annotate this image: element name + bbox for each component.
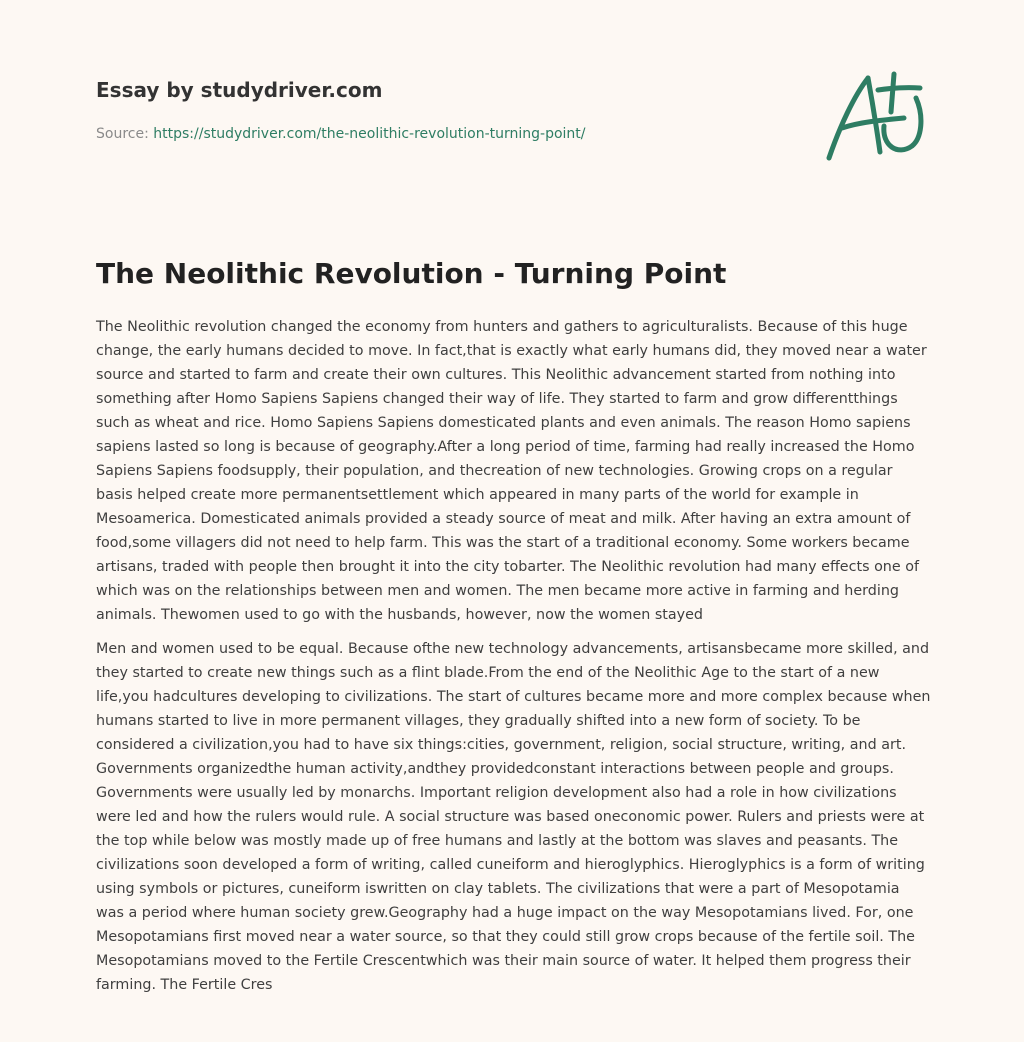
source-link[interactable]: https://studydriver.com/the-neolithic-revolution-turning-point/ <box>153 126 586 142</box>
source-line <box>96 124 796 144</box>
essay-by-heading: Essay by studydriver.com <box>96 78 383 102</box>
essay-body <box>96 315 932 1007</box>
essay-paragraph-1: The Neolithic revolution changed the economy from hunters and gathers to agriculturalists. Because of this huge change, the early humans decided to move. In fact,that is exactly what early humans did, they moved near a water source and started to farm and create their own cultures. This Neolithic advancement started from nothing into something after Homo Sapiens Sapiens changed their way of life. They started to farm and grow differentthings such as wheat and rice. Homo Sapiens Sapiens domesticated plants and even animals. The reason Homo sapiens sapiens lasted so long is because of geography.After a long period of time, farming had really increased the Homo Sapiens Sapiens foodsupply, their population, and thecreation of new technologies. Growing crops on a regular basis helped create more permanentsettlement which appeared in many parts of the world for example in Mesoamerica. Domesticated animals provided a steady source of meat and milk. After having an extra amount of food,some villagers did not need to help farm. This was the start of a traditional economy. Some workers became artisans, traded with people then brought it into the city tobarter. The Neolithic revolution had many effects one of which was on the relationships between men and women. The men became more active in farming and herding animals. Thewomen used to go with the husbands, however, now the women stayed <box>96 319 927 623</box>
essay-header <box>96 76 796 144</box>
source-label: Source: <box>96 126 154 142</box>
page-title: The Neolithic Revolution - Turning Point <box>96 257 727 290</box>
a-plus-grade-logo-icon <box>820 66 930 166</box>
essay-paragraph-2: Men and women used to be equal. Because ofthe new technology advancements, artisansbecame more skilled, and they started to create new things such as a flint blade.From the end of the Neolithic Age to the start of a new life,you hadcultures developing to civilizations. The start of cultures became more and more complex because when humans started to live in more permanent villages, they gradually shifted into a new form of society. To be considered a civilization,you had to have six things:cities, government, religion, social structure, writing, and art. Governments organizedthe human activity,andthey providedconstant interactions between people and groups. Governments were usually led by monarchs. Important religion development also had a role in how civilizations were led and how the rulers would rule. A social structure was based oneconomic power. Rulers and priests were at the top while below was mostly made up of free humans and lastly at the bottom was slaves and peasants. The civilizations soon developed a form of writing, called cuneiform and hieroglyphics. Hieroglyphics is a form of writing using symbols or pictures, cuneiform iswritten on clay tablets. The civilizations that were a part of Mesopotamia was a period where human society grew.Geography had a huge impact on the way Mesopotamians lived. For, one Mesopotamians first moved near a water source, so that they could still grow crops because of the fertile soil. The Mesopotamians moved to the Fertile Crescentwhich was their main source of water. It helped them progress their farming. The Fertile Cres <box>96 641 931 993</box>
